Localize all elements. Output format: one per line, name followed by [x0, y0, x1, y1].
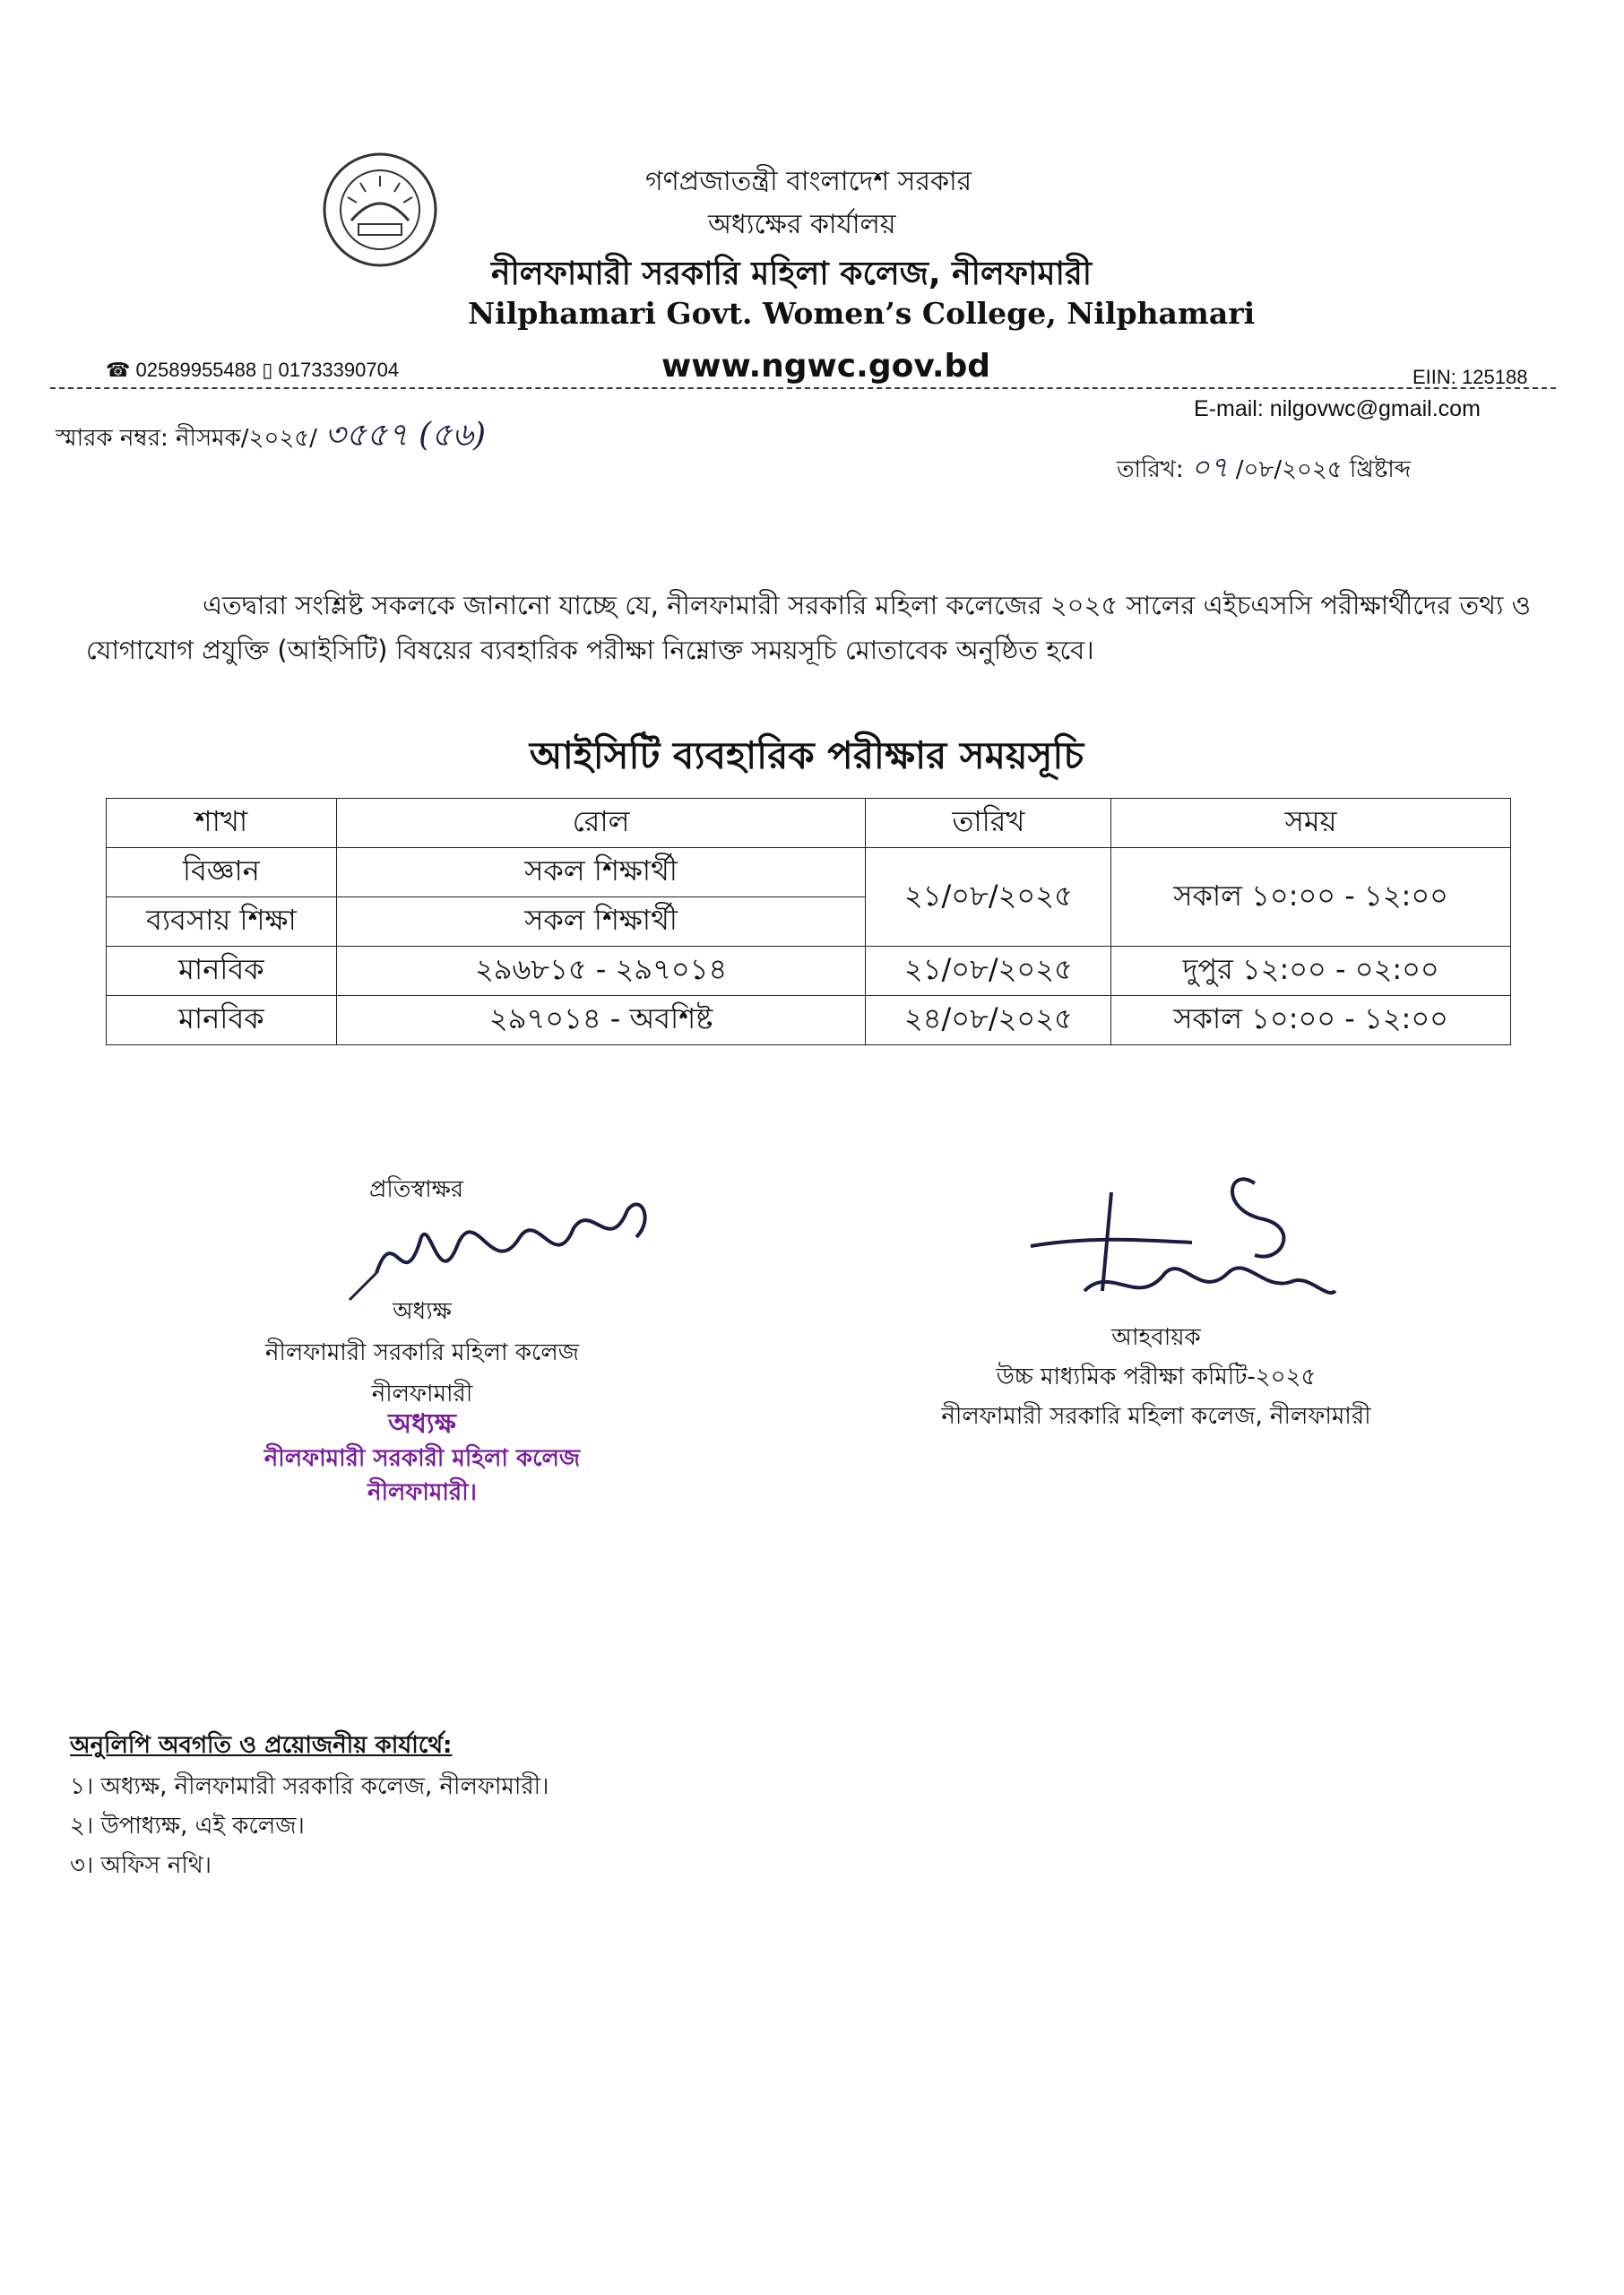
header-roll: রোল	[336, 799, 866, 848]
stamp-line-2: নীলফামারী সরকারী মহিলা কলেজ	[263, 1445, 581, 1472]
cell-branch: মানবিক	[107, 947, 337, 996]
cell-roll: সকল শিক্ষার্থী	[336, 848, 866, 897]
college-name-bn: নীলফামারী সরকারি মহিলা কলেজ, নীলফামারী	[491, 255, 1093, 292]
email-address[interactable]: E-mail: nilgovwc@gmail.com	[1194, 396, 1481, 421]
phone-icon: ☎	[106, 359, 131, 381]
office-title: অধ্যক্ষের কার্যালয়	[708, 209, 896, 240]
cell-roll: ২৯৭০১৪ - অবশিষ্ট	[336, 996, 866, 1045]
copies-heading: অনুলিপি অবগতি ও প্রয়োজনীয় কার্যার্থে:	[70, 1732, 453, 1759]
table-row	[107, 947, 1511, 996]
college-name-en: Nilphamari Govt. Women’s College, Nilphamari	[468, 296, 1256, 331]
cell-date: ২১/০৮/২০২৫	[866, 947, 1111, 996]
cell-date-merged: ২১/০৮/২০২৫	[866, 848, 1111, 947]
government-title: গণপ্রজাতন্ত্রী বাংলাদেশ সরকার	[645, 166, 972, 197]
schedule-title: আইসিটি ব্যবহারিক পরীক্ষার সময়সূচি	[529, 733, 1084, 777]
header-date: তারিখ	[866, 799, 1111, 848]
copy-item: ২। উপাধ্যক্ষ, এই কলেজ।	[70, 1813, 305, 1840]
right-org: নীলফামারী সরকারি মহিলা কলেজ, নীলফামারী	[941, 1403, 1371, 1430]
right-signatory	[878, 1318, 1434, 1436]
phone-number: 02589955488	[135, 359, 257, 381]
memo-date	[1117, 445, 1411, 493]
right-role: আহবায়ক	[1111, 1324, 1201, 1351]
date-label: তারিখ:	[1117, 456, 1184, 483]
copy-item: ১। অধ্যক্ষ, নীলফামারী সরকারি কলেজ, নীলফামারী।	[70, 1773, 549, 1800]
cell-time-merged: সকাল ১০:০০ - ১২:০০	[1111, 848, 1511, 947]
eiin-number: EIIN: 125188	[1412, 366, 1528, 388]
cell-time: সকাল ১০:০০ - ১২:০০	[1111, 996, 1511, 1045]
left-org: নীলফামারী সরকারি মহিলা কলেজ	[264, 1339, 580, 1366]
college-seal	[321, 151, 439, 269]
cell-branch: ব্যবসায় শিক্ষা	[107, 897, 337, 947]
header-divider	[50, 387, 1556, 389]
principal-stamp	[238, 1407, 606, 1510]
left-signatory	[238, 1291, 606, 1415]
mobile-number: 01733390704	[278, 359, 400, 381]
left-place: নীলফামারী	[371, 1381, 473, 1407]
header-branch: শাখা	[107, 799, 337, 848]
cell-date: ২৪/০৮/২০২৫	[866, 996, 1111, 1045]
date-rest: /০৮/২০২৫ খ্রিষ্টাব্দ	[1235, 456, 1412, 483]
memo-number	[56, 411, 486, 464]
table-row	[107, 996, 1511, 1045]
copy-item: ৩। অফিস নথি।	[70, 1852, 212, 1879]
countersign-label: প্রতিস্বাক্ষর	[369, 1176, 464, 1203]
principal-signature	[341, 1165, 681, 1309]
notice-paragraph: এতদ্বারা সংশ্লিষ্ট সকলকে জানানো যাচ্ছে যে, নীলফামারী সরকারি মহিলা কলেজের ২০২৫ সালের এইচএসসি পরীক্ষার্থীদের তথ্য ও যোগাযোগ প্রযুক্তি (আইসিটি) বিষয়ের ব্যবহারিক পরীক্ষা নিম্নোক্ত সময়সূচি মোতাবেক অনুষ্ঠিত হবে।	[86, 590, 1531, 665]
convener-signature	[1013, 1156, 1353, 1327]
left-role: অধ্যক্ষ	[393, 1298, 452, 1325]
website-link[interactable]: www.ngwc.gov.bd	[661, 348, 991, 385]
memo-handwritten: ৩৫৫৭ (৫৬)	[324, 417, 486, 454]
right-committee: উচ্চ মাধ্যমিক পরীক্ষা কমিটি-২০২৫	[996, 1364, 1317, 1390]
header-time: সময়	[1111, 799, 1511, 848]
phone-contacts	[106, 359, 399, 382]
cell-roll: ২৯৬৮১৫ - ২৯৭০১৪	[336, 947, 866, 996]
cell-roll: সকল শিক্ষার্থী	[336, 897, 866, 947]
table-header-row	[107, 799, 1511, 848]
stamp-line-1: অধ্যক্ষ	[388, 1408, 456, 1440]
date-day: ০৭	[1190, 450, 1229, 484]
cell-branch: মানবিক	[107, 996, 337, 1045]
table-row	[107, 848, 1511, 897]
memo-label: স্মারক নম্বর: নীসমক/২০২৫/	[56, 425, 317, 452]
cell-branch: বিজ্ঞান	[107, 848, 337, 897]
stamp-line-3: নীলফামারী।	[367, 1479, 477, 1506]
cell-time: দুপুর ১২:০০ - ০২:০০	[1111, 947, 1511, 996]
mobile-icon: ▯	[262, 359, 273, 381]
schedule-table	[106, 798, 1511, 1045]
